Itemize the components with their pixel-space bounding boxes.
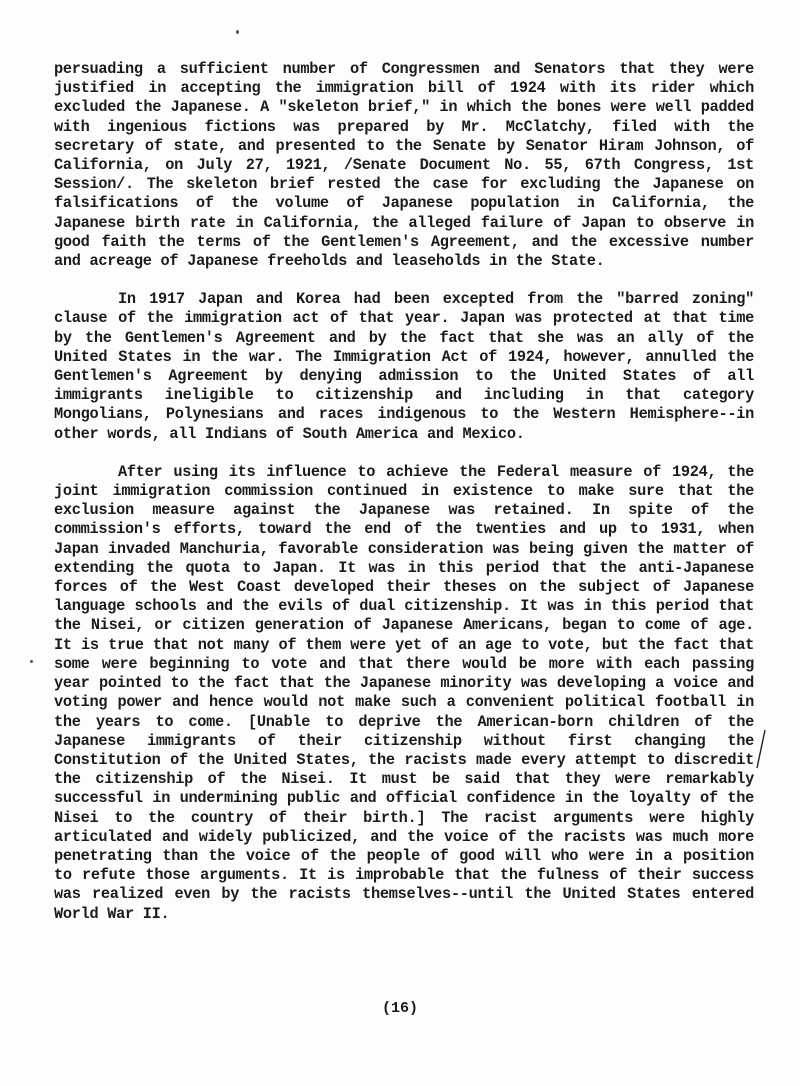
margin-pen-mark <box>755 728 767 770</box>
scan-speck <box>236 30 239 34</box>
paragraph-2: In 1917 Japan and Korea had been excepted from the "barred zoning" clause of the immigration act of that year. Japan was protected at that time by the Gentlemen's Agreement and by the fact that she was an ally of the United States in the war. The Immigration Act of 1924, however, annulled the Gentlemen's Agreement by denying admission to the United States of all immigrants ineligible to citizenship and including in that category Mongolians, Polynesians and races indigenous to the Western Hemisphere--in other words, all Indians of South America and Mexico. <box>54 290 754 443</box>
document-body <box>54 60 754 924</box>
scan-speck <box>30 660 33 663</box>
page-number: (16) <box>381 1000 418 1017</box>
paragraph-3: After using its influence to achieve the Federal measure of 1924, the joint immigration commission continued in existence to make sure that the exclusion measure against the Japanese was retained. In spite of the commission's efforts, toward the end of the twenties and up to 1931, when Japan invaded Manchuria, favorable consideration was being given the matter of extending the quota to Japan. It was in this period that the anti-Japanese forces of the West Coast developed their theses on the subject of Japanese language schools and the evils of dual citizenship. It was in this period that the Nisei, or citizen generation of Japanese Americans, began to come of age. It is true that not many of them were yet of an age to vote, but the fact that some were beginning to vote and that there would be more with each passing year pointed to the fact that the Japanese minority was developing a voice and voting power and hence would not make such a convenient political football in the years to come. [Unable to deprive the American-born children of the Japanese immigrants of their citizenship without first changing the Constitution of the United States, the racists made every attempt to discredit the citizenship of the Nisei. It must be said that they were remarkably successful in undermining public and official confidence in the loyalty of the Nisei to the country of their birth.] The racist arguments were highly articulated and widely publicized, and the voice of the racists was much more penetrating than the voice of the people of good will who were in a position to refute those arguments. It is improbable that the fulness of their success was realized even by the racists themselves--until the United States entered World War II. <box>54 462 754 923</box>
paragraph-1: persuading a sufficient number of Congressmen and Senators that they were justified in accepting the immigration bill of 1924 with its rider which excluded the Japanese. A "skeleton brief," in which the bones were well padded with ingenious fictions was prepared by Mr. McClatchy, filed with the secretary of state, and presented to the Senate by Senator Hiram Johnson, of California, on July 27, 1921, /Senate Document No. 55, 67th Congress, 1st Session/. The skeleton brief rested the case for excluding the Japanese on falsifications of the volume of Japanese population in California, the Japanese birth rate in California, the alleged failure of Japan to observe in good faith the terms of the Gentlemen's Agreement, and the excessive number and acreage of Japanese freeholds and leaseholds in the State. <box>54 60 754 271</box>
